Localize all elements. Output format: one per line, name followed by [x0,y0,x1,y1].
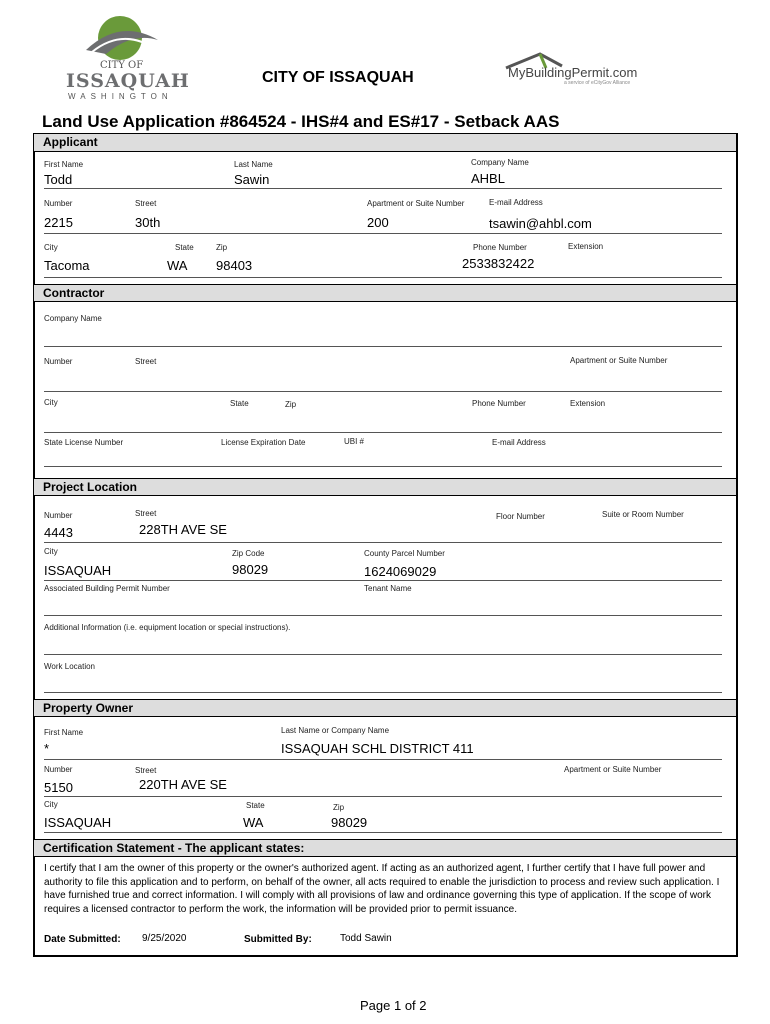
applicant-street[interactable]: 30th [135,215,161,230]
owner-state-label: State [246,801,265,810]
contractor-state-label: State [230,399,249,408]
applicant-state-label: State [175,243,194,252]
date-submitted-label: Date Submitted: [44,934,121,945]
project-floor-label: Floor Number [496,512,545,521]
divider [44,233,722,234]
city-logo [62,14,190,101]
applicant-last-name[interactable]: Sawin [234,172,270,187]
form-title: Land Use Application #864524 - IHS#4 and ES#17 - Setback AAS [42,112,560,131]
submitted-by-value: Todd Sawin [340,933,392,944]
property-owner-heading: Property Owner [43,701,134,715]
project-work-location-label: Work Location [44,662,95,671]
applicant-number[interactable]: 2215 [44,215,73,230]
fish-mountain-icon [62,14,174,64]
owner-number-label: Number [44,765,73,774]
owner-number[interactable]: 5150 [44,780,73,795]
owner-state[interactable]: WA [243,815,264,830]
divider [44,580,722,581]
project-additional-label: Additional Information (i.e. equipment location or special instructions). [44,623,291,632]
contractor-number-label: Number [44,357,73,366]
divider [44,654,722,655]
certification-text: I certify that I am the owner of this property or the owner's authorized agent. If acting as an authorized agent, I further certify that I have full power and authority to file this application and to perform, on behalf of the owner, all acts required to enable the jurisdiction to process and review such application. I have furnished true and correct information. I will comply with all provisions of law and ordinance governing this type of application. If the scope of work requires a licensed contractor to perform the work, the information will be provided prior to permit issuance. [44,863,720,915]
owner-street[interactable]: 220TH AVE SE [139,777,227,792]
page-number: Page 1 of 2 [360,998,427,1013]
applicant-first-name-label: First Name [44,160,84,169]
contractor-header [34,284,736,302]
owner-last-name[interactable]: ISSAQUAH SCHL DISTRICT 411 [281,741,474,756]
project-suite-label: Suite or Room Number [602,510,684,519]
project-zip-label: Zip Code [232,549,265,558]
project-tenant-label: Tenant Name [364,584,412,593]
logo-city-of: CITY OF [100,60,144,71]
divider [44,277,722,278]
project-zip[interactable]: 98029 [232,562,269,577]
divider [44,832,722,833]
applicant-header [34,134,736,152]
applicant-city-label: City [44,243,58,252]
applicant-state[interactable]: WA [167,258,188,273]
applicant-zip-label: Zip [216,243,228,252]
contractor-license-exp-label: License Expiration Date [221,438,306,447]
owner-zip-label: Zip [333,803,345,812]
date-submitted-value: 9/25/2020 [142,933,187,944]
divider [44,759,722,760]
project-number-label: Number [44,511,73,520]
applicant-city[interactable]: Tacoma [44,258,90,273]
contractor-zip-label: Zip [285,400,297,409]
owner-first-name[interactable]: * [44,741,50,756]
project-street[interactable]: 228TH AVE SE [139,522,227,537]
logo-washington: WASHINGTON [68,92,173,101]
mybuildingpermit-logo [488,52,658,92]
divider [44,466,722,467]
applicant-heading: Applicant [43,135,98,149]
certification-heading: Certification Statement - The applicant states: [43,841,305,855]
contractor-license-label: State License Number [44,438,124,447]
divider [44,615,722,616]
contractor-street-label: Street [135,357,157,366]
owner-city[interactable]: ISSAQUAH [44,815,112,830]
divider [44,692,722,693]
contractor-extension-label: Extension [570,399,606,408]
project-location-header [34,478,736,496]
divider [44,346,722,347]
owner-city-label: City [44,800,58,809]
owner-first-name-label: First Name [44,728,84,737]
applicant-phone-label: Phone Number [473,243,527,252]
project-number[interactable]: 4443 [44,525,73,540]
project-location-heading: Project Location [43,480,138,494]
divider [44,391,722,392]
divider [44,188,722,189]
divider [44,432,722,433]
project-assoc-permit-label: Associated Building Permit Number [44,584,170,593]
owner-zip[interactable]: 98029 [331,815,368,830]
project-parcel[interactable]: 1624069029 [364,564,437,579]
contractor-phone-label: Phone Number [472,399,526,408]
mbp-name: MyBuildingPermit.com [508,65,638,80]
form-box [33,133,738,957]
project-city[interactable]: ISSAQUAH [44,563,112,578]
divider [44,796,722,797]
owner-apt-label: Apartment or Suite Number [564,765,662,774]
applicant-extension-label: Extension [568,242,604,251]
divider [44,542,722,543]
applicant-company-label: Company Name [471,158,529,167]
owner-street-label: Street [135,766,157,775]
applicant-apt-label: Apartment or Suite Number [367,199,465,208]
applicant-company[interactable]: AHBL [471,171,505,186]
applicant-zip[interactable]: 98403 [216,258,253,273]
applicant-phone[interactable]: 2533832422 [462,256,535,271]
project-street-label: Street [135,509,157,518]
applicant-last-name-label: Last Name [234,160,273,169]
applicant-email-label: E-mail Address [489,198,543,207]
owner-last-name-label: Last Name or Company Name [281,726,390,735]
contractor-city-label: City [44,398,58,407]
contractor-ubi-label: UBI # [344,437,365,446]
contractor-heading: Contractor [43,286,105,300]
project-city-label: City [44,547,58,556]
mbp-tagline: a service of eCityGov Alliance [564,80,631,86]
applicant-number-label: Number [44,199,73,208]
page-header-title: CITY OF ISSAQUAH [262,69,414,86]
property-owner-header [34,699,736,717]
applicant-email[interactable]: tsawin@ahbl.com [489,216,592,231]
contractor-apt-label: Apartment or Suite Number [570,356,668,365]
logo-issaquah: ISSAQUAH [66,70,190,92]
applicant-street-label: Street [135,199,157,208]
contractor-email-label: E-mail Address [492,438,546,447]
contractor-company-label: Company Name [44,314,102,323]
applicant-apt[interactable]: 200 [367,215,389,230]
project-parcel-label: County Parcel Number [364,549,445,558]
certification-header [34,839,736,857]
submitted-by-label: Submitted By: [244,934,312,945]
applicant-first-name[interactable]: Todd [44,172,73,187]
